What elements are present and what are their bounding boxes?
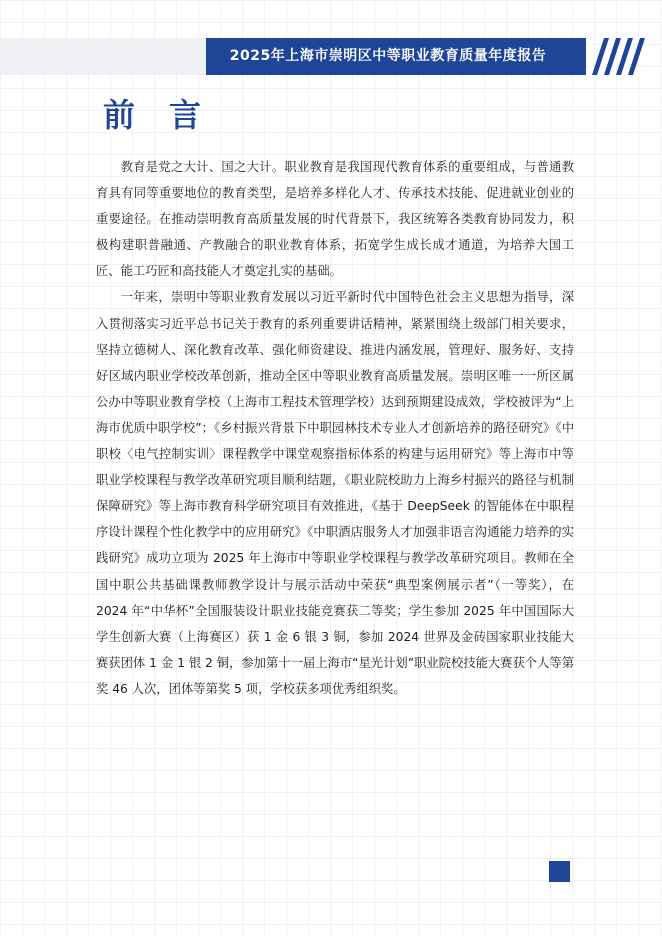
report-header-title: 2025年上海市崇明区中等职业教育质量年度报告 xyxy=(229,48,547,64)
body-text xyxy=(96,154,574,702)
page-corner-decoration xyxy=(549,861,570,882)
paragraph: 教育是党之大计、国之大计。职业教育是我国现代教育体系的重要组成，与普通教育具有同等重要地位的教育类型，是培养多样化人才、传承技术技能、促进就业创业的重要途径。在推动崇明教育高质量发展的时代背景下，我区统筹各类教育协同发力，积极构建职普融通、产教融合的职业教育体系，拓宽学生成长成才通道，为培养大国工匠、能工巧匠和高技能人才奠定扎实的基础。 xyxy=(96,160,574,279)
page-title: 前言 xyxy=(103,96,236,134)
paragraph: 一年来，崇明中等职业教育发展以习近平新时代中国特色社会主义思想为指导，深入贯彻落实习近平总书记关于教育的系列重要讲话精神，紧紧围绕上级部门相关要求，坚持立德树人、深化教育改革、强化师资建设、推进内涵发展，管理好、服务好、支持好区域内职业学校改革创新，推动全区中等职业教育高质量发展。崇明区唯一一所区属公办中等职业教育学校（上海市工程技术管理学校）达到预期建设成效，学校被评为“上海市优质中职学校”；《乡村振兴背景下中职园林技术专业人才创新培养的路径研究》《中职校〈电气控制实训〉课程教学中课堂观察指标体系的构建与运用研究》等上海市中等职业学校课程与教学改革研究项目顺利结题，《职业院校助力上海乡村振兴的路径与机制保障研究》等上海市教育科学研究项目有效推进，《基于 DeepSeek 的智能体在中职程序设计课程个性化教学中的应用研究》《中职酒店服务人才加强非语言沟通能力培养的实践研究》成功立项为 2025 年上海市中等职业学校课程与教学改革研究项目。教师在全国中职公共基础课教师教学设计与展示活动中荣获“典型案例展示者”（一等奖），在 2024 年“中华杯”全国服装设计职业技能竞赛获二等奖；学生参加 2025 年中国国际大学生创新大赛（上海赛区）获 1 金 6 银 3 铜，参加 2024 世界及金砖国家职业技能大赛获团体 1 金 1 银 2 铜，参加第十一届上海市“星光计划”职业院校技能大赛获个人等第奖 46 人次，团体等第奖 5 项，学校获多项优秀组织奖。 xyxy=(96,290,574,696)
header-band-left xyxy=(0,38,206,75)
